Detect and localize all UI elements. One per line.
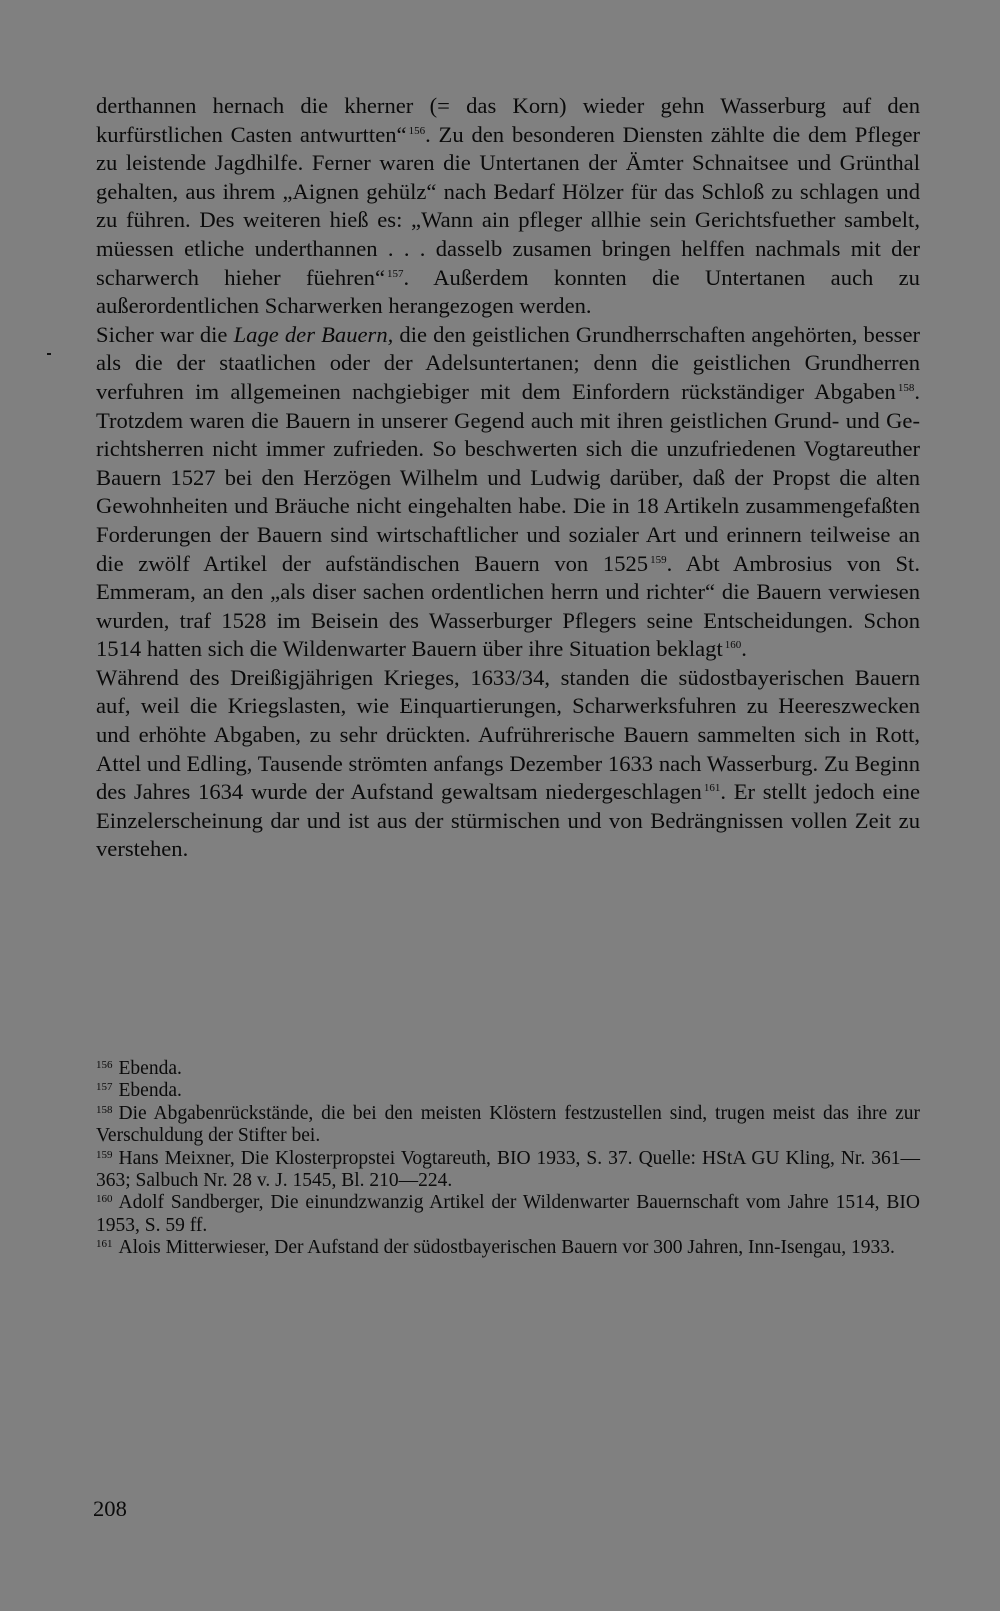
- main-text: [96, 92, 920, 864]
- emphasis-lage-der-bauern: Lage der Bauern,: [233, 321, 394, 347]
- footnotes: [96, 1058, 920, 1260]
- footnote-ref-158: 158: [897, 381, 915, 394]
- paragraph-2: Sicher war die Lage der Bauern, die den geistlichen Grundherrschaften angehörten, besser als die der staatlichen oder der Adelsuntertanen; denn die geistlichen Grundherren verfuhren im allgemeinen nachgiebiger mit dem Einfordern rückständiger Abgaben $^{158}$. Trotzdem waren die Bauern in unserer Gegend auch mit ihren geistlichen Grund- und Gerichtsherren nicht immer zufrieden. So beschwerten sich die unzufriedenen Vogtareuther Bauern 1527 bei den Herzögen Wilhelm und Ludwig darüber, daß der Propst die alten Gewohnheiten und Bräuche nicht eingehalten habe. Die in 18 Artikeln zusammengefaßten Forderungen der Bauern sind wirtschaftlicher und sozialer Art und erinnern teilweise an die zwölf Artikel der aufständischen Bauern von 1525 $^{159}$. Abt Ambrosius von St. Emmeram, an den „als diser sachen ordentlichen herrn und richter“ die Bauern verwiesen wurden, traf 1528 im Beisein des Wasserburger Pflegers seine Entscheidungen. Schon 1514 hatten sich die Wildenwarter Bauern über ihre Situation beklagt $^{160}$.: [96, 321, 921, 662]
- footnote-ref-160: 160: [724, 639, 742, 652]
- footnote-ref-161: 161: [703, 782, 721, 795]
- footnote-159: $^{159}$ Hans Meixner, Die Klosterpropstei Vogtareuth, BIO 1933, S. 37. Quelle: HStA GU Kling, Nr. 361—363; Salbuch Nr. 28 v. J. 1545, Bl. 210—224.: [96, 1147, 920, 1192]
- paragraph-3: Während des Dreißigjährigen Krieges, 1633/34, standen die südostbayerischen Bauern auf, weil die Kriegslasten, wie Einquartierungen, Scharwerksfuhren zu Heereszwecken und erhöhte Abgaben, zu sehr drückten. Aufrührerische Bauern sammelten sich in Rott, Attel und Edling, Tausende strömten anfangs Dezember 1633 nach Wasserburg. Zu Beginn des Jahres 1634 wurde der Aufstand gewaltsam niedergeschlagen $^{161}$. Er stellt jedoch eine Einzelerscheinung dar und ist aus der stürmischen und von Bedrängnissen vollen Zeit zu verstehen.: [96, 664, 920, 862]
- page-number: 208: [93, 1496, 127, 1521]
- footnote-156: $^{156}$ Ebenda.: [96, 1058, 182, 1079]
- margin-mark: [47, 353, 51, 355]
- footnote-160: $^{160}$ Adolf Sandberger, Die einundzwanzig Artikel der Wildenwarter Bauernschaft vom Jahre 1514, BIO 1953, S. 59 ff.: [96, 1192, 920, 1236]
- footnote-ref-159: 159: [650, 553, 667, 566]
- footnote-ref-157: 157: [387, 267, 404, 280]
- paragraph-1: derthannen hernach die kherner (= das Korn) wieder gehn Wasserburg auf den kurfürstlichen Casten antwurtten“ $^{156}$. Zu den besonderen Diensten zählte die dem Pfleger zu leistende Jagdhilfe. Ferner waren die Untertanen der Ämter Schnaitsee und Grünthal gehalten, aus ihrem „Aignen gehülz“ nach Bedarf Hölzer für das Schloß zu schlagen und zu führen. Des weiteren hieß es: „Wann ain pfleger allhie sein Gerichtsfuether sambelt, müessen etliche underthannen . . . dasselb zusamen bringen helffen nachmals mit der scharwerch hieher füehren“ $^{157}$. Außerdem konnten die Untertanen auch zu außerordentlichen Scharwerken herangezogen werden.: [96, 93, 920, 319]
- footnote-ref-156: 156: [408, 124, 426, 137]
- footnote-161: $^{161}$ Alois Mitterwieser, Der Aufstand der südostbayerischen Bauern vor 300 Jahren, Inn-Isengau, 1933.: [96, 1237, 895, 1259]
- footnote-157: $^{157}$ Ebenda.: [96, 1080, 182, 1102]
- footnote-158: $^{158}$ Die Abgabenrückstände, die bei den meisten Klöstern festzustellen sind, trugen meist das ihre zur Verschuldung der Stifter bei.: [96, 1102, 920, 1147]
